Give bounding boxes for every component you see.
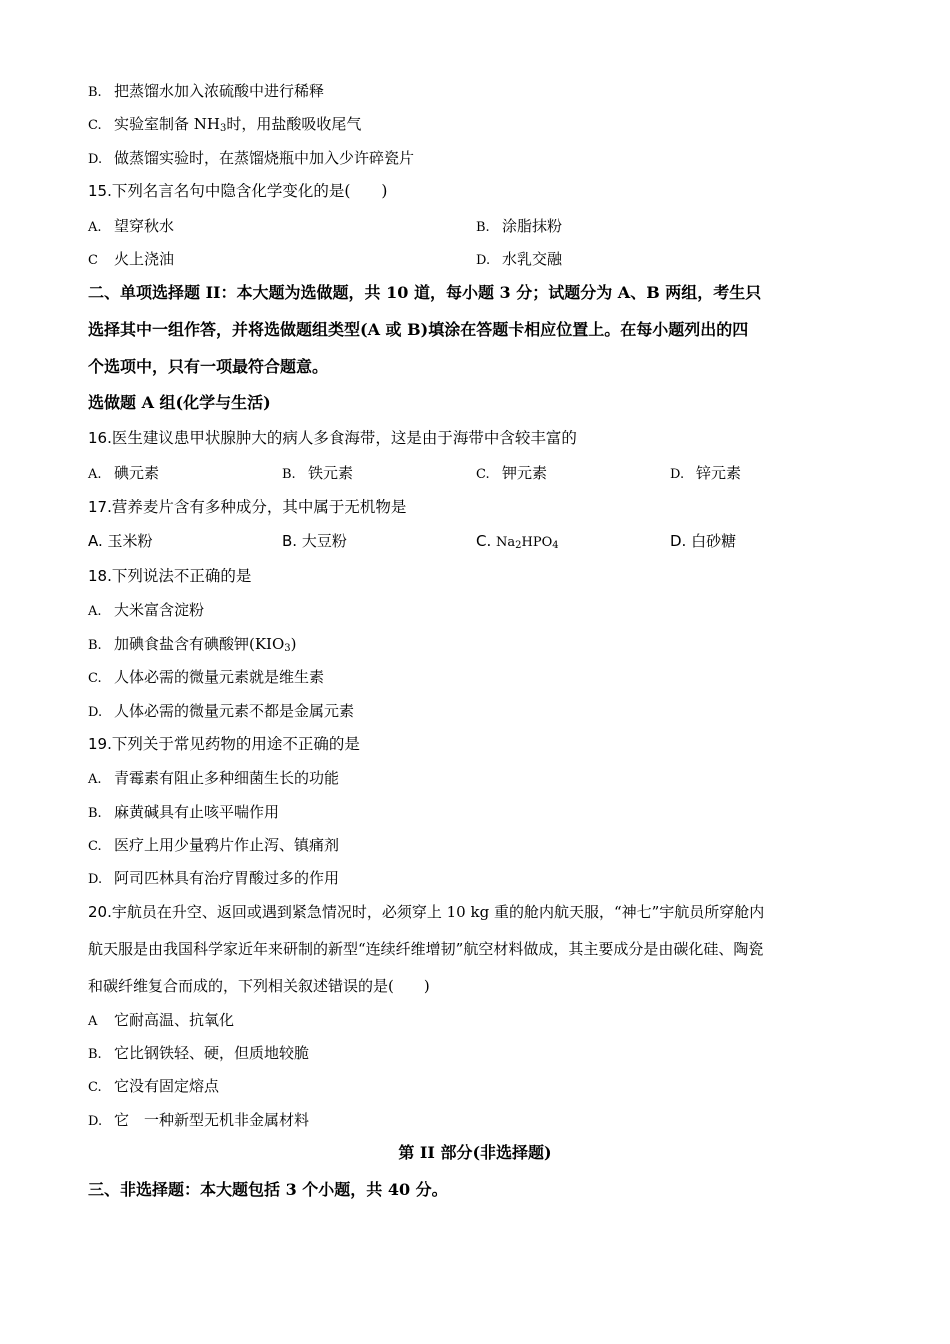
q20-stem-line1: 20.宇航员在升空、返回或遇到紧急情况时，必须穿上 10 kg 重的舱内航天服，“神七”宇航员所穿舱内 bbox=[88, 903, 765, 921]
q19-option-a: A. 青霉素有阻止多种细菌生长的功能 bbox=[88, 769, 340, 787]
group-a-heading: 选做题 A 组(化学与生活) bbox=[88, 393, 271, 412]
q18-option-a: A. 大米富含淀粉 bbox=[88, 601, 205, 619]
q20-option-c: C. 它没有固定熔点 bbox=[88, 1077, 220, 1095]
section2-line2: 选择其中一组作答，并将选做题组类型(A 或 B)填涂在答题卡相应位置上。在每小题列出的四 bbox=[88, 320, 749, 339]
q15-stem: 15.下列名言名句中隐含化学变化的是( ) bbox=[88, 182, 388, 200]
q18-option-d: D. 人体必需的微量元素不都是金属元素 bbox=[88, 702, 355, 720]
section3-heading: 三、非选择题：本大题包括 3 个小题，共 40 分。 bbox=[88, 1180, 448, 1199]
section2-line1: 二、单项选择题 II：本大题为选做题，共 10 道，每小题 3 分；试题分为 A、B 两组，考生只 bbox=[88, 283, 762, 302]
q16-stem: 16.医生建议患甲状腺肿大的病人多食海带，这是由于海带中含较丰富的 bbox=[88, 429, 577, 447]
q20-stem-line2: 航天服是由我国科学家近年来研制的新型“连续纤维增韧”航空材料做成，其主要成分是由碳化硅、陶瓷 bbox=[88, 940, 764, 958]
q20-option-b: B. 它比钢铁轻、硬，但质地较脆 bbox=[88, 1044, 310, 1062]
q19-option-b: B. 麻黄碱具有止咳平喘作用 bbox=[88, 803, 280, 821]
q17-option-b: B. 大豆粉 bbox=[282, 532, 347, 550]
q16-option-a: A. 碘元素 bbox=[88, 464, 160, 482]
q19-option-d: D. 阿司匹林具有治疗胃酸过多的作用 bbox=[88, 869, 340, 887]
q19-stem: 19.下列关于常见药物的用途不正确的是 bbox=[88, 735, 360, 753]
q14-option-d: D. 做蒸馏实验时，在蒸馏烧瓶中加入少许碎瓷片 bbox=[88, 149, 415, 167]
q20-option-a: A 它耐高温、抗氧化 bbox=[88, 1011, 235, 1029]
q18-option-c: C. 人体必需的微量元素就是维生素 bbox=[88, 668, 325, 686]
q14-option-b: B. 把蒸馏水加入浓硫酸中进行稀释 bbox=[88, 82, 325, 100]
section2-line3: 个选项中，只有一项最符合题意。 bbox=[88, 357, 329, 376]
q17-option-d: D. 白砂糖 bbox=[670, 532, 737, 550]
q20-stem-line3: 和碳纤维复合而成的，下列相关叙述错误的是( ) bbox=[88, 977, 430, 995]
q17-stem: 17.营养麦片含有多种成分，其中属于无机物是 bbox=[88, 498, 407, 516]
q15-option-d: D. 水乳交融 bbox=[476, 250, 563, 268]
q16-option-d: D. 锌元素 bbox=[670, 464, 742, 482]
q15-option-b: B. 涂脂抹粉 bbox=[476, 217, 563, 235]
q15-option-a: A. 望穿秋水 bbox=[88, 217, 175, 235]
q17-option-c: C. $Na_2HPO_4$ bbox=[476, 532, 559, 551]
q14-option-c: C. 实验室制备 $NH_3$时，用盐酸吸收尾气 bbox=[88, 115, 362, 134]
q20-option-d: D. 它 一种新型无机非金属材料 bbox=[88, 1111, 310, 1129]
q17-option-a: A. 玉米粉 bbox=[88, 532, 153, 550]
q18-stem: 18.下列说法不正确的是 bbox=[88, 567, 252, 585]
part2-title: 第 II 部分(非选择题) bbox=[398, 1143, 552, 1162]
q16-option-c: C. 钾元素 bbox=[476, 464, 548, 482]
q15-option-c: C 火上浇油 bbox=[88, 250, 175, 268]
q18-option-b: B. 加碘食盐含有碘酸钾$(KIO_3)$ bbox=[88, 635, 297, 654]
q16-option-b: B. 铁元素 bbox=[282, 464, 354, 482]
q19-option-c: C. 医疗上用少量鸦片作止泻、镇痛剂 bbox=[88, 836, 340, 854]
